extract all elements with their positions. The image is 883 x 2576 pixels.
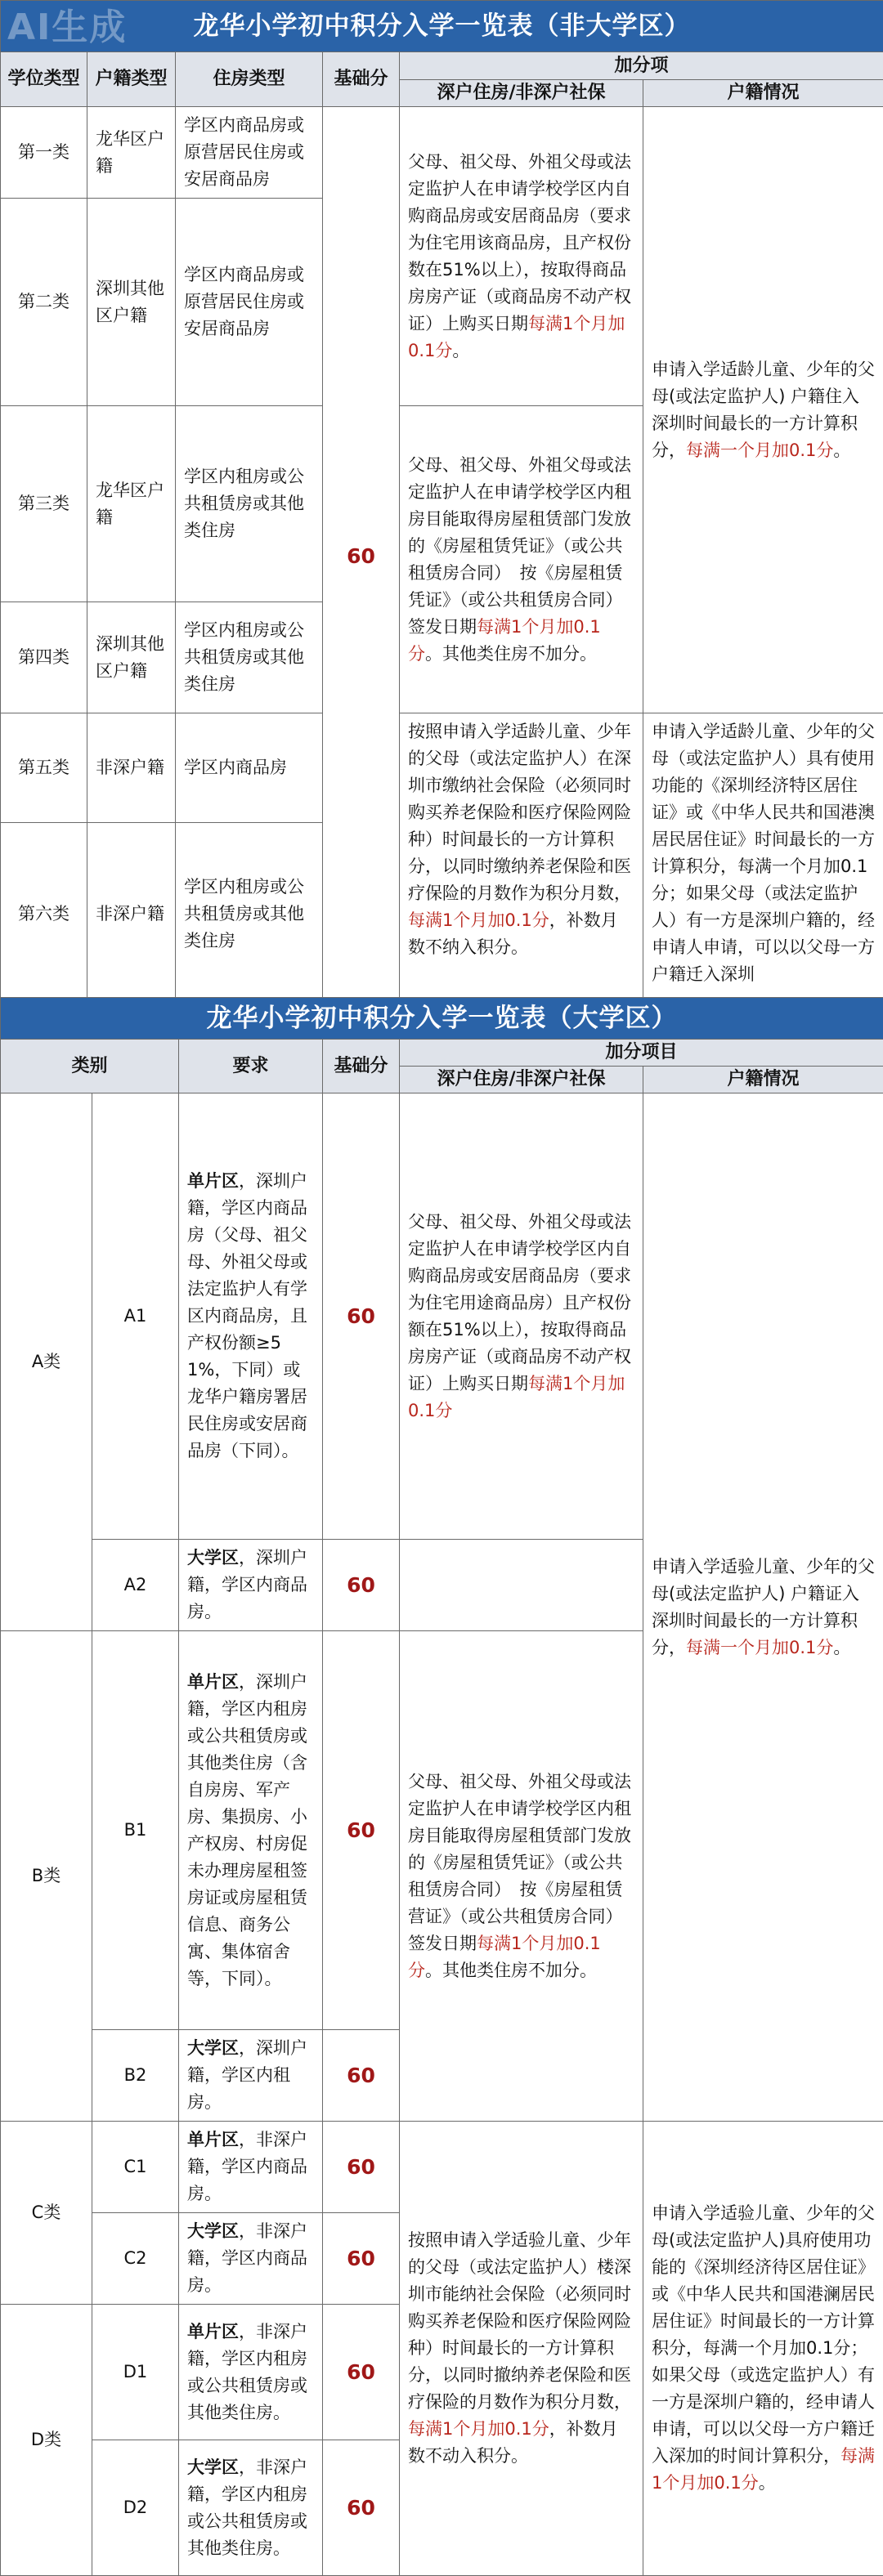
- row-base-score: 60: [323, 2305, 400, 2440]
- table-large-district: [0, 997, 883, 2576]
- table-row: [1, 107, 883, 199]
- header-bonus-housing: 深户住房/非深户社保: [400, 80, 643, 107]
- row-house: 学区内商品房或原营居民住房或安居商品房: [176, 107, 323, 199]
- header-house-type: 住房类型: [176, 52, 323, 107]
- row-house: 学区内租房或公共租赁房或其他类住房: [176, 602, 323, 713]
- table-row: [1, 1093, 883, 1540]
- row-type: 第一类: [1, 107, 87, 199]
- row-code: B1: [92, 1631, 179, 2030]
- group-c: C类: [1, 2122, 92, 2305]
- header-base-score: 基础分: [323, 52, 400, 107]
- row-code: C2: [92, 2213, 179, 2305]
- row-type: 第二类: [1, 199, 87, 406]
- row-code: D1: [92, 2305, 179, 2440]
- row-base-score: 60: [323, 2213, 400, 2305]
- bonus-social-security: 按照申请入学适验儿童、少年的父母（或法定监护人）楼深圳市能纳社会保险（必须同时购买养老保险和医疗保险网险种）时间最长的一方计算积分，以同时撤纳养老保险和医疗保险的月数作为积分月数，每满1个月加0.1分，补数月数不动入积分。: [400, 2122, 643, 2576]
- table1-title-text: 龙华小学初中积分入学一览表（非大学区）: [194, 11, 691, 41]
- row-type: 第三类: [1, 406, 87, 602]
- header-requirement: 要求: [179, 1040, 323, 1093]
- table-non-large-district: [0, 0, 883, 1006]
- row-huji: 龙华区户籍: [87, 107, 176, 199]
- row-huji: 深圳其他区户籍: [87, 199, 176, 406]
- row-base-score: 60: [323, 2440, 400, 2576]
- header-bonus: 加分项: [400, 52, 883, 80]
- row-type: 第五类: [1, 713, 87, 823]
- header-bonus: 加分项目: [400, 1040, 883, 1067]
- row-base-score: 60: [323, 1093, 400, 1540]
- row-house: 学区内商品房或原营居民住房或安居商品房: [176, 199, 323, 406]
- header-bonus-huji: 户籍情况: [643, 80, 883, 107]
- row-code: A2: [92, 1540, 179, 1631]
- row-requirement: 单片区，非深户籍，学区内商品房。: [179, 2122, 323, 2213]
- bonus-rent: 父母、祖父母、外祖父母或法定监护人在申请学校学区内租房目能取得房屋租赁部门发放的《房屋租赁凭证》（或公共租赁房合同） 按《房屋租赁凭证》（或公共租赁房合同）签发日期每满1个月加0.1分。其他类住房不加分。: [400, 406, 643, 713]
- row-requirement: 大学区，非深户籍，学区内租房或公共租赁房或其他类住房。: [179, 2440, 323, 2576]
- header-category: 类别: [1, 1040, 179, 1093]
- bonus-empty: [400, 1540, 643, 1631]
- table2-title: 龙华小学初中积分入学一览表（大学区）: [1, 998, 883, 1040]
- row-base-score: 60: [323, 2122, 400, 2213]
- group-a: A类: [1, 1093, 92, 1631]
- row-base-score: 60: [323, 1540, 400, 1631]
- base-score: 60: [323, 107, 400, 1006]
- table-row: [1, 713, 883, 823]
- row-type: 第六类: [1, 823, 87, 1006]
- header-bonus-huji: 户籍情况: [643, 1067, 883, 1093]
- ai-watermark: AI生成: [7, 2, 127, 52]
- group-d: D类: [1, 2305, 92, 2576]
- row-base-score: 60: [323, 1631, 400, 2030]
- bonus-huji: 申请入学适验儿童、少年的父母(或法定监护人) 户籍证入深圳时间最长的一方计算积分，每满一个月加0.1分。: [643, 1093, 883, 2122]
- bonus-social-security: 按照申请入学适龄儿童、少年的父母（或法定监护人）在深圳市缴纳社会保险（必须同时购买养老保险和医疗保险网险种）时间最长的一方计算积分，以同时缴纳养老保险和医疗保险的月数作为积分月数，每满1个月加0.1分，补数月数不纳入积分。: [400, 713, 643, 1006]
- row-type: 第四类: [1, 602, 87, 713]
- row-requirement: 大学区，非深户籍，学区内商品房。: [179, 2213, 323, 2305]
- row-house: 学区内租房或公共租赁房或其他类住房: [176, 406, 323, 602]
- bonus-huji: 申请入学适龄儿童、少年的父母(或法定监护人) 户籍住入深圳时间最长的一方计算积分，每满一个月加0.1分。: [643, 107, 883, 713]
- bonus-own-house: 父母、祖父母、外祖父母或法定监护人在申请学校学区内自购商品房或安居商品房（要求为住宅用该商品房，且产权份数在51%以上），按取得商品房房产证（或商品房不动产权证）上购买日期每满1个月加0.1分。: [400, 107, 643, 406]
- bonus-residence-permit: 申请入学适验儿童、少年的父母(或法定监护人)具府使用功能的《深圳经济待区居住证》或《中华人民共和国港澜居民居住证》时间最长的一方计算积分，每满一个月加0.1分；如果父母（或选定监护人）有一方是深圳户籍的，经申请人申请，可以以父母一方户籍迁入深加的时间计算积分，每满1个月加0.1分。: [643, 2122, 883, 2576]
- row-requirement: 单片区，深圳户籍，学区内租房或公共租赁房或其他类住房（含自房房、军产房、集损房、小产权房、村房促未办理房屋租签房证或房屋租赁信息、商务公寓、集体宿舍等，下同）。: [179, 1631, 323, 2030]
- header-bonus-housing: 深户住房/非深户社保: [400, 1067, 643, 1093]
- table-row: [1, 2122, 883, 2213]
- row-requirement: 单片区，非深户籍，学区内租房或公共租赁房或其他类住房。: [179, 2305, 323, 2440]
- row-requirement: 大学区，深圳户籍，学区内租房。: [179, 2030, 323, 2122]
- row-house: 学区内商品房: [176, 713, 323, 823]
- row-huji: 龙华区户籍: [87, 406, 176, 602]
- row-huji: 深圳其他区户籍: [87, 602, 176, 713]
- row-requirement: 单片区，深圳户籍，学区内商品房（父母、祖父母、外祖父母或法定监护人有学区内商品房，且产权份额≥51%，下同）或龙华户籍房署居民住房或安居商品房（下同）。: [179, 1093, 323, 1540]
- header-seat-type: 学位类型: [1, 52, 87, 107]
- bonus-residence-permit: 申请入学适龄儿童、少年的父母（或法定监护人）具有使用功能的《深圳经济特区居住证》或《中华人民共和国港澳居民居住证》时间最长的一方计算积分，每满一个月加0.1分；如果父母（或法定监护人）有一方是深圳户籍的，经申请人申请，可以以父母一方户籍迁入深圳: [643, 713, 883, 1006]
- row-huji: 非深户籍: [87, 713, 176, 823]
- header-base-score: 基础分: [323, 1040, 400, 1093]
- row-code: A1: [92, 1093, 179, 1540]
- table1-title: [1, 1, 883, 52]
- row-base-score: 60: [323, 2030, 400, 2122]
- row-code: D2: [92, 2440, 179, 2576]
- row-house: 学区内租房或公共租赁房或其他类住房: [176, 823, 323, 1006]
- bonus-own-house: 父母、祖父母、外祖父母或法定监护人在申请学校学区内自购商品房或安居商品房（要求为住宅用途商品房）且产权份额在51%以上），按取得商品房房产证（或商品房不动产权证）上购买日期每满1个月加0.1分: [400, 1093, 643, 1540]
- row-huji: 非深户籍: [87, 823, 176, 1006]
- row-requirement: 大学区，深圳户籍，学区内商品房。: [179, 1540, 323, 1631]
- row-code: B2: [92, 2030, 179, 2122]
- group-b: B类: [1, 1631, 92, 2122]
- row-code: C1: [92, 2122, 179, 2213]
- header-huji-type: 户籍类型: [87, 52, 176, 107]
- bonus-rent: 父母、祖父母、外祖父母或法定监护人在申请学校学区内租房目能取得房屋租赁部门发放的《房屋租赁凭证》（或公共租赁房合同） 按《房屋租赁营证》（或公共租赁房合同）签发日期每满1个月加0.1分。其他类住房不加分。: [400, 1631, 643, 2122]
